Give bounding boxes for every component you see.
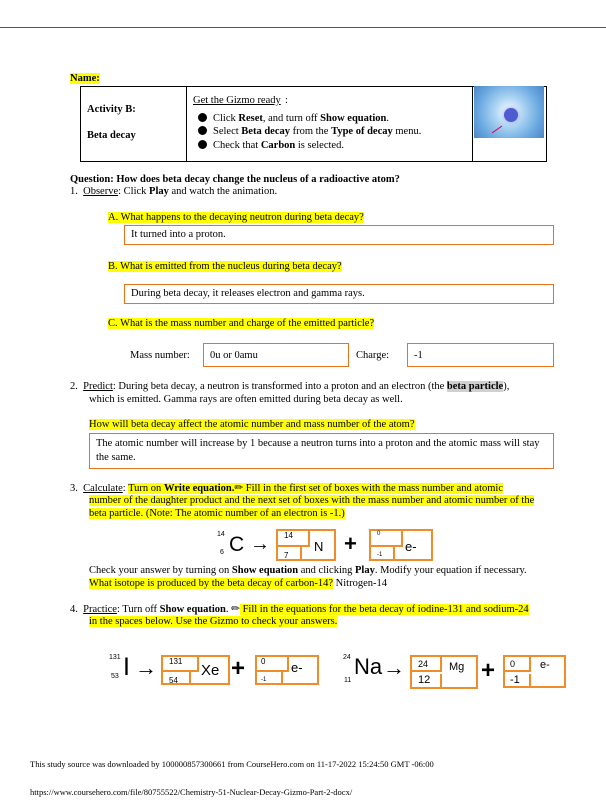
charge-label: Charge: bbox=[356, 350, 390, 361]
mg-product-box bbox=[410, 655, 478, 689]
daughter-product-box bbox=[276, 529, 336, 561]
table-divider bbox=[472, 87, 473, 161]
plus-icon: + bbox=[344, 531, 357, 556]
q2-answer-field[interactable]: The atomic number will increase by 1 because a neutron turns into a proton and the atomic mass will stay the same. bbox=[89, 433, 554, 469]
plus-icon: + bbox=[231, 655, 246, 682]
instruction-2 bbox=[198, 126, 421, 137]
q-label: Observe bbox=[83, 186, 119, 197]
show-equation-term: Show equation bbox=[320, 113, 387, 124]
ready-text: Get the Gizmo ready bbox=[193, 95, 281, 106]
q-label: Practice bbox=[83, 604, 117, 615]
reaction-arrow-icon: → bbox=[250, 533, 270, 555]
activity-title: Activity B: bbox=[87, 104, 136, 115]
i-mass-number: 131 bbox=[109, 654, 121, 661]
sodium-symbol: Na bbox=[354, 654, 383, 679]
text: Turn on bbox=[128, 483, 164, 494]
question-heading: Question: How does beta decay change the nucleus of a radioactive atom? bbox=[70, 174, 400, 185]
play-term: Play bbox=[354, 565, 375, 576]
q2-prompt: How will beta decay affect the atomic number and mass number of the atom? bbox=[89, 419, 415, 430]
carbon-term: Carbon bbox=[260, 140, 296, 151]
question-b: B. What is emitted from the nucleus during beta decay? bbox=[108, 261, 342, 272]
q4-line bbox=[70, 603, 529, 615]
text: Check your answer by turning on bbox=[89, 565, 232, 576]
q3-line-2: number of the daughter product and the next set of boxes with the mass number and atomic number of the bbox=[89, 495, 535, 506]
na-atomic-number: 11 bbox=[344, 677, 352, 684]
mg-mass-field[interactable]: 24 bbox=[412, 657, 442, 672]
answer-a-field[interactable]: It turned into a proton. bbox=[124, 225, 554, 245]
bullet-icon bbox=[198, 126, 207, 135]
iodine-beta-atomic-field[interactable]: -1 bbox=[257, 672, 283, 685]
beta-decay-term: Beta decay bbox=[241, 126, 290, 137]
iodine-beta-mass-field[interactable]: 0 bbox=[257, 657, 289, 672]
table-divider bbox=[186, 87, 187, 161]
reaction-arrow-icon: → bbox=[383, 655, 405, 680]
plus-icon: + bbox=[481, 657, 496, 684]
beta-atomic-field[interactable]: -1 bbox=[371, 547, 395, 561]
isotope-answer[interactable]: Nitrogen-14 bbox=[333, 578, 387, 589]
text: ), bbox=[503, 381, 510, 392]
q3-text bbox=[70, 482, 550, 495]
charge-field[interactable]: -1 bbox=[407, 343, 554, 367]
text: is selected. bbox=[295, 140, 344, 151]
daughter-mass-field[interactable]: 14 bbox=[278, 531, 310, 547]
xe-product-box bbox=[161, 655, 230, 685]
text: : During beta decay, a neutron is transformed into a proton and an electron (the bbox=[112, 381, 447, 392]
beta-particle-box-sodium bbox=[503, 655, 566, 688]
beta-particle-box-iodine bbox=[255, 655, 319, 685]
ready-colon: : bbox=[285, 95, 288, 106]
na-mass-number: 24 bbox=[343, 654, 351, 661]
text: . Modify your equation if necessary. bbox=[374, 565, 527, 576]
text: from the bbox=[289, 126, 332, 137]
q1-line bbox=[70, 186, 277, 197]
q4-line-2: in the spaces below. Use the Gizmo to check your answers. bbox=[89, 616, 338, 627]
bullet-icon bbox=[198, 140, 207, 149]
q-label: Calculate bbox=[83, 483, 123, 494]
xe-atomic-field[interactable]: 54 bbox=[163, 672, 191, 685]
answer-b-field[interactable]: During beta decay, it releases electron and gamma rays. bbox=[124, 284, 554, 304]
text: : Turn off bbox=[116, 604, 160, 615]
text: . bbox=[225, 604, 232, 615]
reaction-arrow-icon: → bbox=[135, 655, 157, 680]
q-number: 3. bbox=[70, 483, 78, 494]
q-label: Predict bbox=[83, 381, 113, 392]
check-answer-text bbox=[89, 565, 527, 576]
iodine-symbol: I bbox=[123, 653, 130, 681]
name-label: Name: bbox=[70, 73, 100, 84]
instruction-3 bbox=[198, 140, 344, 151]
source-url-link[interactable]: https://www.coursehero.com/file/80755522/Chemistry-51-Nuclear-Decay-Gizmo-Part-2-docx/ bbox=[30, 787, 353, 797]
mg-symbol-field[interactable]: Mg bbox=[449, 661, 465, 673]
q3-line-3: beta particle. (Note: The atomic number of an electron is -1.) bbox=[89, 508, 345, 519]
text: and clicking bbox=[298, 565, 355, 576]
carbon-symbol: C bbox=[229, 533, 245, 556]
mass-number-field[interactable]: 0u or 0amu bbox=[203, 343, 349, 367]
q4-prompt: Fill in the equations for the beta decay of iodine-131 and sodium-24 bbox=[239, 604, 529, 615]
activity-subtitle: Beta decay bbox=[87, 130, 136, 141]
beta-symbol-field[interactable]: e- bbox=[405, 539, 417, 554]
beta-mass-field[interactable]: 0 bbox=[371, 531, 403, 547]
type-of-decay-term: Type of decay bbox=[331, 126, 393, 137]
xe-mass-field[interactable]: 131 bbox=[163, 657, 199, 672]
isotope-question bbox=[89, 578, 387, 589]
q2-line bbox=[70, 381, 509, 392]
reset-term: Reset bbox=[238, 113, 263, 124]
text: Fill in the first set of boxes with the mass number and atomic bbox=[243, 483, 503, 494]
i-atomic-number: 53 bbox=[111, 673, 119, 680]
gizmo-ready-heading bbox=[193, 95, 281, 106]
text: : Click bbox=[118, 186, 150, 197]
instruction-1 bbox=[198, 113, 389, 124]
q-number: 2. bbox=[70, 381, 78, 392]
beta-particle-box bbox=[369, 529, 433, 561]
page-top-rule bbox=[0, 27, 606, 28]
c-mass-number: 14 bbox=[217, 531, 225, 538]
text: , and turn off bbox=[262, 113, 321, 124]
write-equation-term: Write equation. bbox=[163, 483, 235, 494]
pencil-icon: ✏ bbox=[234, 483, 244, 494]
q2-line-2: which is emitted. Gamma rays are often emitted during beta decay as well. bbox=[89, 394, 403, 405]
question-a: A. What happens to the decaying neutron during beta decay? bbox=[108, 212, 364, 223]
sodium-beta-atomic-field[interactable]: -1 bbox=[505, 674, 531, 688]
text: and watch the animation. bbox=[168, 186, 278, 197]
daughter-atomic-field[interactable]: 7 bbox=[278, 547, 302, 561]
xe-symbol-field[interactable]: Xe bbox=[201, 662, 220, 679]
show-equation-term: Show equation bbox=[231, 565, 299, 576]
c-atomic-number: 6 bbox=[220, 549, 224, 556]
show-equation-term: Show equation bbox=[159, 604, 226, 615]
play-term: Play bbox=[149, 186, 169, 197]
sodium-beta-symbol-field[interactable]: e- bbox=[540, 659, 550, 671]
text: : bbox=[122, 483, 129, 494]
atom-icon bbox=[504, 108, 518, 122]
text: . bbox=[386, 113, 389, 124]
text: Click bbox=[213, 113, 239, 124]
mass-number-label: Mass number: bbox=[130, 350, 190, 361]
pencil-icon: ✏ bbox=[231, 604, 240, 615]
mg-atomic-field[interactable]: 12 bbox=[412, 674, 442, 689]
q-number: 4. bbox=[70, 604, 78, 615]
iodine-beta-symbol-field[interactable]: e- bbox=[291, 660, 303, 675]
question-c: C. What is the mass number and charge of the emitted particle? bbox=[108, 318, 375, 329]
daughter-symbol-field[interactable]: N bbox=[314, 539, 324, 554]
beta-particle-term: beta particle bbox=[446, 381, 504, 392]
text: menu. bbox=[392, 126, 422, 137]
q-number: 1. bbox=[70, 186, 78, 197]
bullet-icon bbox=[198, 113, 207, 122]
sodium-beta-mass-field[interactable]: 0 bbox=[505, 657, 531, 672]
text: Select bbox=[213, 126, 242, 137]
isotope-prompt: What isotope is produced by the beta decay of carbon-14? bbox=[89, 578, 334, 589]
text: Check that bbox=[213, 140, 261, 151]
download-notice: This study source was downloaded by 100000857300661 from CourseHero.com on 11-17-2022 15:24:50 GMT -06:00 bbox=[30, 759, 434, 769]
